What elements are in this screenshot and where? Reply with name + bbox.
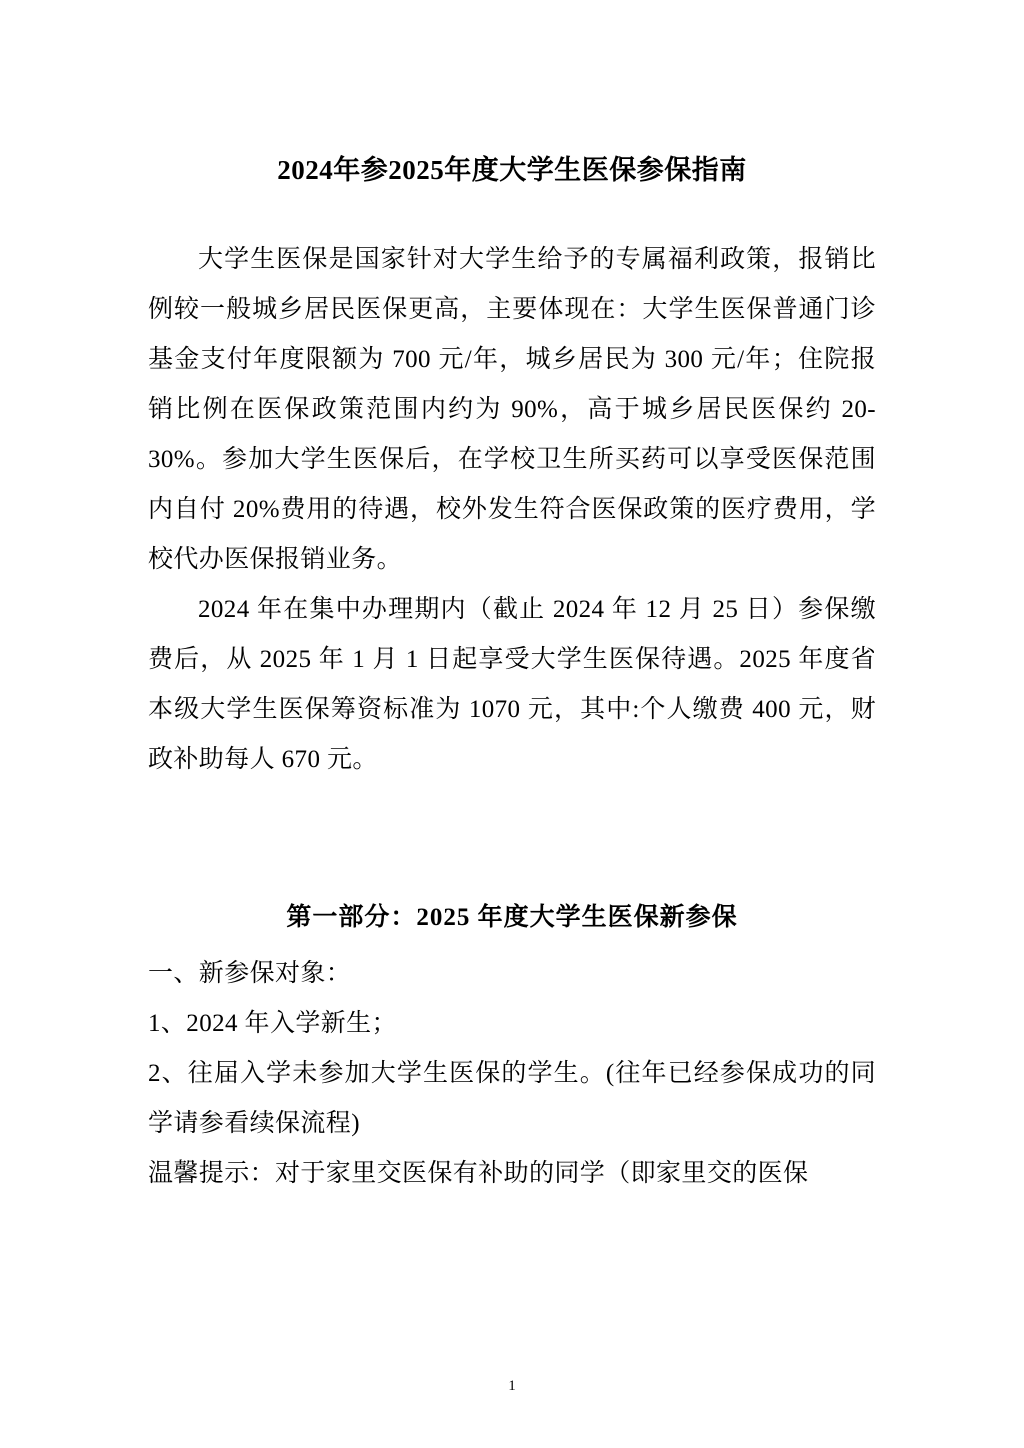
paragraph-intro: 大学生医保是国家针对大学生给予的专属福利政策，报销比例较一般城乡居民医保更高，主要体现在：大学生医保普通门诊基金支付年度限额为 700 元/年，城乡居民为 300 元/年；住院报销比例在医保政策范围内约为 90%，高于城乡居民医保约 20-30%。参加大学生医保后，在学校卫生所买药可以享受医保范围内自付 20%费用的待遇，校外发生符合医保政策的医疗费用，学校代办医保报销业务。: [148, 246, 876, 573]
page-content: [148, 0, 876, 1448]
section-heading-part-one: 第一部分：2025 年度大学生医保新参保: [286, 904, 738, 931]
list-item: 1、2024 年入学新生；: [148, 1010, 397, 1037]
page-number: 1: [508, 1378, 516, 1394]
list-item: 温馨提示：对于家里交医保有补助的同学（即家里交的医保: [148, 1160, 809, 1187]
list-item: 2、往届入学未参加大学生医保的学生。(往年已经参保成功的同学请参看续保流程): [148, 1060, 876, 1137]
page-title: 2024年参2025年度大学生医保参保指南: [277, 155, 747, 185]
paragraph-enrollment-period: 2024 年在集中办理期内（截止 2024 年 12 月 25 日）参保缴费后，从 2025 年 1 月 1 日起享受大学生医保待遇。2025 年度省本级大学生医保筹资标准为 1070 元，其中:个人缴费 400 元，财政补助每人 670 元。: [148, 596, 876, 773]
list-item: 一、新参保对象：: [148, 960, 352, 987]
